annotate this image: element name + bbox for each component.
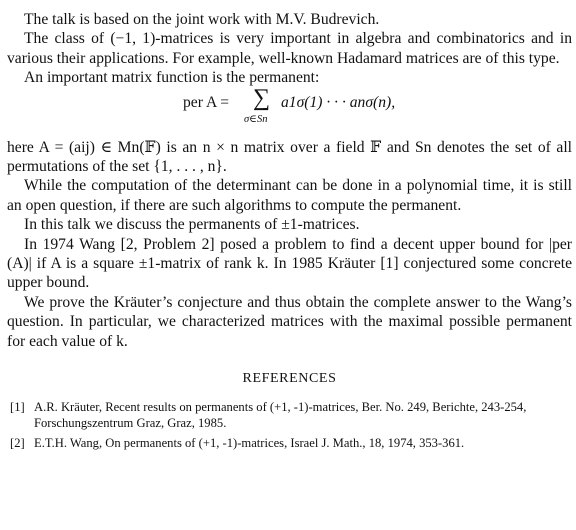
- permanent-formula: [7, 84, 572, 138]
- reference-number: [2]: [10, 436, 25, 451]
- reference-text: E.T.H. Wang, On permanents of (+1, -1)-matrices, Israel J. Math., 18, 1974, 353-361.: [34, 436, 465, 451]
- paragraph-class-of-matrices: The class of (−1, 1)-matrices is very important in algebra and combinatorics and in various their applications. For example, well-known Hadamard matrices are of this type.: [7, 30, 572, 67]
- paragraph-result: We prove the Kräuter’s conjecture and thus obtain the complete answer to the Wang’s question. In particular, we characterized matrices with the maximal possible permanent for each value of k.: [7, 293, 572, 350]
- paragraph-wang-problem: In 1974 Wang [2, Problem 2] posed a problem to find a decent upper bound for |per (A)| if A is a square ±1-matrix of rank k. In 1985 Kräuter [1] conjectured some concrete upper bound.: [7, 235, 572, 292]
- reference-item: [7, 399, 572, 431]
- paragraph-determinant: While the computation of the determinant can be done in a polynomial time, it is still an open question, if there are such algorithms to compute the permanent.: [7, 177, 572, 214]
- reference-item: [7, 435, 572, 451]
- sum-symbol: ∑: [253, 84, 271, 111]
- paper-page: [7, 10, 572, 455]
- formula-lhs: per A =: [183, 93, 230, 111]
- sum-index: σ∈Sn: [244, 113, 268, 125]
- paragraph-intro: The talk is based on the joint work with M.V. Budrevich.: [24, 11, 380, 28]
- paragraph-definitions: here A = (aij) ∈ Mn(𝔽) is an n × n matrix over a field 𝔽 and Sn denotes the set of all permutations of the set {1, . . . , n}.: [7, 138, 572, 176]
- paragraph-permanent-intro: An important matrix function is the permanent:: [24, 69, 320, 87]
- paragraph-talk-scope: In this talk we discuss the permanents of ±1-matrices.: [24, 216, 360, 234]
- reference-text: A.R. Kräuter, Recent results on permanents of (+1, -1)-matrices, Ber. No. 249, Berichte, 243-254, Forschungszentrum Graz, Graz, 1985.: [34, 400, 527, 431]
- references-heading: REFERENCES: [242, 371, 337, 387]
- reference-number: [1]: [10, 400, 25, 415]
- formula-rhs: a1σ(1) · · · anσ(n),: [281, 93, 396, 111]
